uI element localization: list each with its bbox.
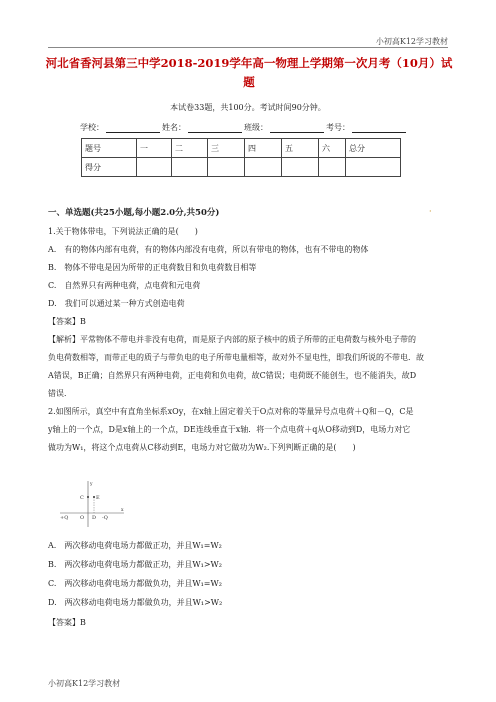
positive-charge-label: +Q xyxy=(60,515,69,521)
school-label: 学校： xyxy=(80,123,104,132)
page-footer: 小初高K12学习教材 xyxy=(48,679,121,688)
e-label: E xyxy=(96,495,100,501)
point-e xyxy=(93,496,95,498)
name-field[interactable] xyxy=(188,123,242,133)
score-header-cell: 题号 xyxy=(82,139,137,158)
score-header-cell: 三 xyxy=(208,139,245,158)
q2-answer: 【答案】B xyxy=(48,618,86,627)
score-cell[interactable] xyxy=(137,158,172,177)
school-field[interactable] xyxy=(106,123,160,133)
score-cell[interactable] xyxy=(208,158,245,177)
class-label: 班级： xyxy=(244,123,268,132)
q1-analysis-line: 错误． xyxy=(48,389,72,398)
score-header-cell: 四 xyxy=(245,139,282,158)
number-field[interactable] xyxy=(352,123,406,133)
q1-option-d: D. 我们可以通过某一种方式创造电荷 xyxy=(48,299,185,308)
score-cell[interactable] xyxy=(346,158,401,177)
d-label: D xyxy=(92,515,97,521)
q1-option-a: A. 有的物体内部有电荷，有的物体内部没有电荷，所以有带电的物体，也有不带电的物体 xyxy=(48,245,369,254)
class-field[interactable] xyxy=(270,123,324,133)
score-table-header-row xyxy=(82,139,401,158)
coordinate-figure xyxy=(58,479,126,529)
q2-option-c: C. 两次移动电荷电场力都做负功，并且W₁=W₂ xyxy=(48,579,222,588)
score-table-row xyxy=(82,158,401,177)
q1-answer: 【答案】B xyxy=(48,317,86,326)
q2-stem-line: y轴上的一个点，D是x轴上的一个点，DE连线垂直于x轴．将一个点电荷＋q从O移动到D，电场力对它 xyxy=(48,425,411,434)
q2-stem-line: 做功为W₁，将这个点电荷从C移动到E，电场力对它做功为W₂.下列判断正确的是( ) xyxy=(48,443,356,452)
score-cell[interactable] xyxy=(245,158,282,177)
score-header-cell: 五 xyxy=(282,139,319,158)
score-header-cell: 一 xyxy=(137,139,172,158)
section-title: 一、单选题(共25小题,每小题2.0分,共50分) xyxy=(48,208,220,218)
q1-option-c: C. 自然界只有两种电荷，点电荷和元电荷 xyxy=(48,281,201,290)
q2-stem-line: 2.如图所示，真空中有直角坐标系xOy，在x轴上固定着关于O点对称的等量异号点电荷＋Q和－Q，C是 xyxy=(48,407,414,416)
q1-stem: 1.关于物体带电，下列说法正确的是( ) xyxy=(48,227,198,236)
exam-info: 本试卷33题，共100分。考试时间90分钟。 xyxy=(170,103,326,112)
score-cell[interactable] xyxy=(282,158,319,177)
q1-analysis-line: 【解析】平常物体不带电并非没有电荷，而是原子内部的原子核中的质子所带的正电荷数与核外电子带的 xyxy=(48,335,416,344)
score-header-cell: 二 xyxy=(172,139,208,158)
exam-title xyxy=(44,54,454,92)
student-fields xyxy=(80,122,406,133)
q1-option-b: B. 物体不带电是因为所带的正电荷数目和负电荷数目相等 xyxy=(48,263,257,272)
q2-option-d: D. 两次移动电荷电场力都做负功，并且W₁>W₂ xyxy=(48,598,223,607)
x-label: x xyxy=(121,508,124,513)
score-cell[interactable] xyxy=(319,158,346,177)
q2-option-b: B. 两次移动电荷电场力都做正功，并且W₁>W₂ xyxy=(48,560,222,569)
score-table xyxy=(81,138,401,177)
score-cell[interactable] xyxy=(172,158,208,177)
score-header-cell: 总分 xyxy=(346,139,401,158)
c-label: C xyxy=(80,495,84,501)
exam-title-line2: 题 xyxy=(243,75,255,89)
section-dot: · xyxy=(429,207,432,216)
q1-analysis-line: A错误，B正确；自然界只有两种电荷，正电荷和负电荷，故C错误；电荷既不能创生，也不能消失，故D xyxy=(48,371,417,380)
name-label: 姓名： xyxy=(162,123,186,132)
exam-title-line1: 河北省香河县第三中学2018-2019学年高一物理上学期第一次月考（10月）试 xyxy=(45,56,453,70)
negative-charge-label: -Q xyxy=(102,515,108,521)
y-label: y xyxy=(90,482,93,487)
header-divider xyxy=(48,47,448,48)
q2-option-a: A. 两次移动电荷电场力都做正功，并且W₁=W₂ xyxy=(48,541,222,550)
number-label: 考号： xyxy=(326,123,350,132)
score-row-label: 得分 xyxy=(82,158,137,177)
point-c xyxy=(87,496,89,498)
score-header-cell: 六 xyxy=(319,139,346,158)
q1-analysis-line: 负电荷数相等，而带正电的质子与带负电的电子所带电量相等，故对外不显电性，即我们所说的不带电．故 xyxy=(48,353,424,362)
origin-label: O xyxy=(80,515,85,521)
page-header: 小初高K12学习教材 xyxy=(375,37,448,46)
